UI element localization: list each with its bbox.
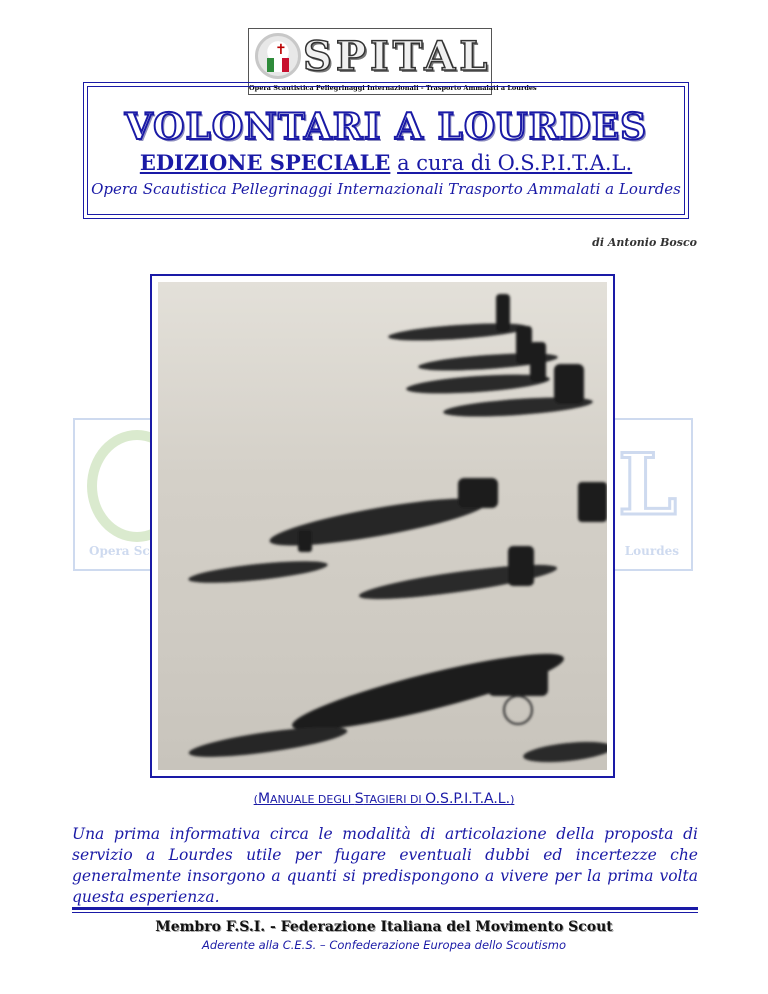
- intro-paragraph: Una prima informativa circa le modalità di articolazione della proposta di servizio a Lourdes utile per fugare eventuali dubbi ed incertezze che generalmente insorgono a quanti si predispongono a vivere per la prima volta questa esperienza.: [72, 825, 698, 906]
- adherence-line: Aderente alla C.E.S. – Confederazione Europea dello Scoutismo: [202, 938, 566, 952]
- edition-line: [84, 150, 688, 176]
- edition-prefix: EDIZIONE SPECIALE: [139, 150, 391, 175]
- divider: [72, 907, 698, 910]
- stretcher-bearers-photo: [158, 282, 607, 770]
- page-title: VOLONTARI A LOURDES: [124, 106, 648, 148]
- membership-line: Membro F.S.I. - Federazione Italiana del Movimento Scout: [155, 919, 613, 935]
- logo-subtitle: Opera Scautistica Pellegrinaggi Internazionali - Trasporto Ammalati a Lourdes: [249, 84, 537, 92]
- edition-suffix: a cura di O.S.P.I.T.A.L.: [397, 151, 633, 175]
- watermark-text-right: Lourdes: [624, 544, 679, 558]
- photo-frame: [150, 274, 615, 778]
- title-box: [83, 82, 689, 219]
- watermark-letter: L: [617, 435, 677, 534]
- author: di Antonio Bosco: [592, 236, 697, 249]
- divider-thin: [72, 912, 698, 913]
- logo-word: SPITAL: [303, 33, 492, 80]
- scout-emblem-icon: [255, 33, 301, 79]
- watermark-text-left: Opera Sc: [89, 544, 150, 558]
- cross-icon: ✝: [275, 42, 287, 58]
- organization-name: Opera Scautistica Pellegrinaggi Internazionali Trasporto Ammalati a Lourdes: [91, 180, 681, 198]
- photo-caption: (MANUALE DEGLI STAGIERI DI O.S.P.I.T.A.L.): [253, 791, 515, 807]
- italian-flag-icon: [267, 58, 289, 72]
